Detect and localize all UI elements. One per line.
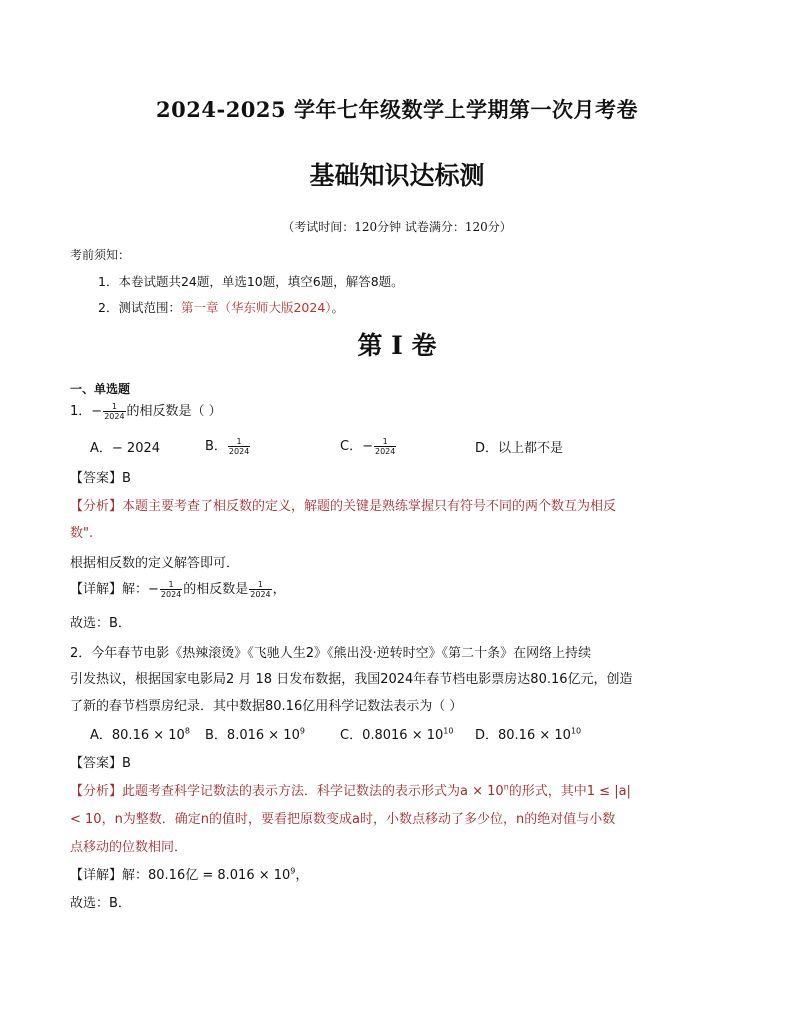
q2-option-b	[205, 724, 305, 743]
q1-detail-mid: 的相反数是	[183, 582, 249, 597]
q1-option-c-num: 1	[374, 437, 396, 447]
q1-stem	[70, 400, 222, 421]
q1-option-c-den: 2024	[374, 447, 396, 456]
q1-option-b	[205, 435, 251, 456]
q2-analysis-line2: < 10，n为整数．确定n的值时，要看把原数变成a时，小数点移动了多少位，n的绝对值与小数	[70, 812, 616, 827]
q1-detail-frac-1-den: 2024	[160, 590, 182, 599]
note-item-2-scope: 第一章（华东师大版2024）	[180, 300, 332, 315]
q2-answer: 【答案】B	[70, 756, 131, 771]
q1-option-a: A．− 2024	[90, 441, 161, 456]
q1-option-b-label: B．	[205, 439, 227, 454]
q2-option-d	[475, 724, 581, 743]
q1-minus: −	[91, 404, 103, 419]
q1-detail-prefix: 【详解】解：−	[70, 582, 159, 597]
q1-analysis-line1: 【分析】本题主要考查了相反数的定义，解题的关键是熟练掌握只有符号不同的两个数互为相反	[70, 499, 617, 514]
q2-analysis-line1-exp: n	[503, 782, 509, 792]
q1-detail-frac-2-den: 2024	[250, 590, 271, 599]
q1-option-d: D．以上都不是	[475, 441, 564, 456]
q1-option-c-fraction	[374, 437, 396, 456]
volume-title: 第 I 卷	[357, 331, 437, 360]
q1-stem-tail: 的相反数是（ ）	[126, 404, 222, 419]
q1-detail	[70, 578, 286, 599]
q2-option-b-exp: 9	[299, 726, 305, 736]
q2-detail-exp: 9	[290, 866, 296, 876]
q1-detail-frac-1	[160, 580, 182, 599]
q1-frac-den: 2024	[104, 412, 125, 421]
exam-info: （考试时间：120分钟 试卷满分：120分）	[282, 220, 512, 234]
q1-answer: 【答案】B	[70, 471, 131, 486]
q1-choose: 故选：B．	[70, 616, 131, 631]
q2-analysis-line3: 点移动的位数相同．	[70, 840, 188, 855]
q1-frac-num: 1	[103, 402, 125, 412]
q2-option-c-base: C．0.8016 × 10	[340, 728, 444, 743]
q2-analysis-line1-c: 的形式，其中1 ≤ |a|	[508, 784, 631, 799]
q2-option-d-exp: 10	[570, 726, 582, 736]
exam-title: 2024-2025 学年七年级数学上学期第一次月考卷	[156, 97, 638, 122]
note-item-2	[98, 298, 344, 316]
q2-option-d-base: D．80.16 × 10	[475, 728, 571, 743]
q2-option-a-exp: 8	[184, 726, 190, 736]
q2-choose: 故选：B．	[70, 896, 131, 911]
notes-heading: 考前须知：	[70, 248, 131, 262]
q2-stem-line1: 2．今年春节电影《热辣滚烫》《飞驰人生2》《熊出没·逆转时空》《第二十条》在网络上持续	[70, 646, 592, 661]
q2-option-c	[340, 724, 453, 743]
section-heading: 一、单选题	[70, 382, 131, 396]
q1-fraction	[103, 402, 125, 421]
q1-option-b-fraction	[228, 437, 250, 456]
q1-analysis-line2: 数".	[70, 526, 94, 541]
q2-detail-base: 【详解】解：80.16亿 = 8.016 × 10	[70, 868, 291, 883]
note-item-2-prefix: 2．测试范围：	[98, 300, 181, 315]
note-item-2-suffix: 。	[331, 300, 345, 315]
note-item-1: 1．本卷试题共24题，单选10题，填空6题，解答8题。	[98, 274, 404, 289]
q2-detail-tail: ，	[295, 868, 309, 883]
q2-option-b-base: B．8.016 × 10	[205, 728, 300, 743]
exam-subtitle: 基础知识达标测	[309, 161, 485, 190]
q1-option-b-num: 1	[228, 437, 250, 447]
q2-option-c-exp: 10	[443, 726, 454, 736]
q2-option-a	[90, 724, 190, 743]
q1-detail-frac-2-num: 1	[249, 580, 271, 590]
q1-detail-tail: ，	[272, 582, 286, 597]
q2-stem-line3: 了新的春节档票房纪录．其中数据80.16亿用科学记数法表示为（ ）	[70, 699, 463, 714]
q2-analysis-line1	[70, 780, 631, 799]
q2-stem-line2: 引发热议，根据国家电影局2 月 18 日发布数据，我国2024年春节档电影票房达80.16亿元，创造	[70, 672, 633, 687]
q1-detail-frac-2	[249, 580, 271, 599]
q1-option-c-label: C．−	[340, 439, 373, 454]
q1-option-c	[340, 435, 397, 456]
q2-option-a-base: A．80.16 × 10	[90, 728, 185, 743]
q1-detail-frac-1-num: 1	[160, 580, 182, 590]
q1-number: 1．	[70, 404, 92, 419]
q2-detail	[70, 864, 308, 883]
q1-option-b-den: 2024	[228, 447, 250, 456]
q2-analysis-line1-b: a × 10	[460, 784, 504, 799]
q2-analysis-line1-a: 【分析】此题考查科学记数法的表示方法．科学记数法的表示形式为	[70, 784, 461, 799]
q1-method: 根据相反数的定义解答即可．	[70, 556, 240, 571]
